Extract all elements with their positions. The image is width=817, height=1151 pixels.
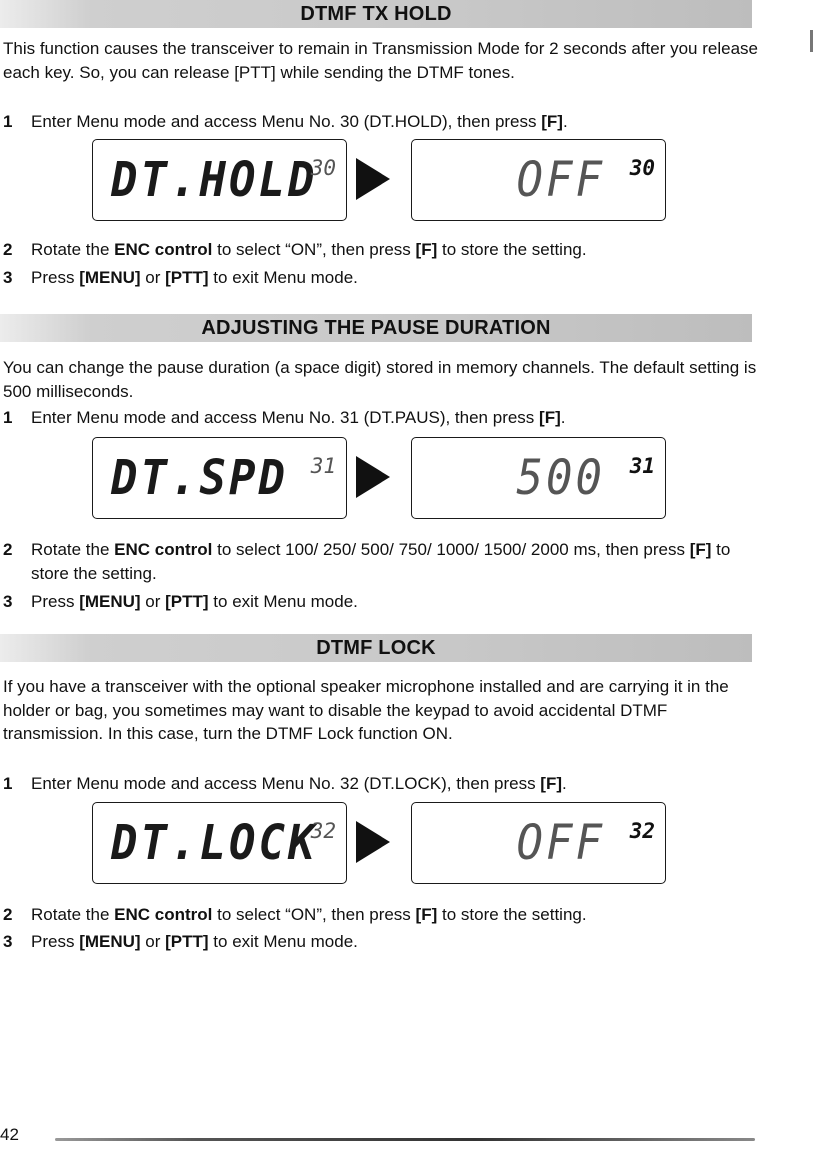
lcd-main-text: OFF: [516, 151, 605, 208]
key-label: [F]: [539, 408, 561, 427]
section-heading-dtmf-tx-hold: DTMF TX HOLD: [0, 0, 752, 28]
intro-paragraph: This function causes the transceiver to remain in Transmission Mode for 2 seconds after you release each key. So, you can release [PTT] while sending the DTMF tones.: [3, 39, 758, 82]
key-label: [PTT]: [165, 268, 209, 287]
lcd-display-value: [411, 139, 666, 221]
footer-rule: [55, 1138, 755, 1141]
lcd-main-text: OFF: [516, 814, 605, 871]
lcd-menu-number: 30: [629, 156, 655, 180]
key-label: [F]: [541, 112, 563, 131]
lcd-main-text: DT.LOCK: [111, 814, 318, 871]
lcd-display-menu: [92, 139, 347, 221]
right-arrow-icon: [356, 821, 390, 863]
lcd-display-value: [411, 802, 666, 884]
key-label: [PTT]: [165, 592, 209, 611]
step-number: 3: [3, 268, 13, 287]
step-number: 1: [3, 774, 13, 793]
intro-paragraph: If you have a transceiver with the optional speaker microphone installed and are carrying it in the holder or bag, you sometimes may want to disable the keypad to avoid accidental DTMF transmission. In this case, turn the DTMF Lock function ON.: [3, 677, 729, 743]
step-number: 2: [3, 540, 13, 559]
lcd-main-text: DT.HOLD: [111, 151, 318, 208]
right-arrow-icon: [356, 456, 390, 498]
step-number: 1: [3, 408, 13, 427]
section-heading-dtmf-lock: DTMF LOCK: [0, 634, 752, 662]
step-number: 2: [3, 905, 13, 924]
lcd-menu-number: 32: [310, 819, 336, 843]
page-edge-mark: [810, 30, 813, 52]
key-label: [MENU]: [79, 932, 141, 951]
step-text: Rotate the ENC control to select “ON”, then press [F] to store the setting.: [31, 240, 587, 259]
lcd-menu-number: 31: [629, 454, 655, 478]
step-text: Press [MENU] or [PTT] to exit Menu mode.: [31, 592, 358, 611]
right-arrow-icon: [356, 158, 390, 200]
lcd-menu-number: 32: [629, 819, 655, 843]
lcd-main-text: 500: [516, 449, 605, 506]
step-text: Rotate the ENC control to select “ON”, then press [F] to store the setting.: [31, 905, 587, 924]
step-number: 1: [3, 112, 13, 131]
step-text: Press [MENU] or [PTT] to exit Menu mode.: [31, 932, 358, 951]
lcd-display-menu: [92, 802, 347, 884]
key-label: [PTT]: [165, 932, 209, 951]
key-label: [F]: [415, 240, 438, 259]
step-text: Enter Menu mode and access Menu No. 32 (DT.LOCK), then press [F].: [31, 774, 567, 793]
page-number: 42: [0, 1125, 19, 1144]
lcd-main-text: DT.SPD: [111, 449, 288, 506]
step-text: Press [MENU] or [PTT] to exit Menu mode.: [31, 268, 358, 287]
key-label: [F]: [415, 905, 438, 924]
step-text: Rotate the ENC control to select 100/ 250/ 500/ 750/ 1000/ 1500/ 2000 ms, then press [F] to store the setting.: [31, 540, 731, 583]
lcd-display-menu: [92, 437, 347, 519]
key-label: [F]: [689, 540, 712, 559]
control-label: ENC control: [114, 540, 213, 559]
key-label: [F]: [540, 774, 563, 793]
control-label: ENC control: [114, 240, 213, 259]
step-number: 3: [3, 592, 13, 611]
control-label: ENC control: [114, 905, 213, 924]
lcd-menu-number: 31: [310, 454, 336, 478]
step-text: Enter Menu mode and access Menu No. 30 (DT.HOLD), then press [F].: [31, 112, 568, 131]
lcd-display-value: [411, 437, 666, 519]
section-heading-pause-duration: ADJUSTING THE PAUSE DURATION: [0, 314, 752, 342]
step-number: 3: [3, 932, 13, 951]
step-number: 2: [3, 240, 13, 259]
key-label: [MENU]: [79, 592, 141, 611]
step-text: Enter Menu mode and access Menu No. 31 (DT.PAUS), then press [F].: [31, 408, 566, 427]
lcd-menu-number: 30: [310, 156, 336, 180]
key-label: [MENU]: [79, 268, 141, 287]
intro-paragraph: You can change the pause duration (a space digit) stored in memory channels. The default setting is 500 milliseconds.: [3, 358, 757, 401]
